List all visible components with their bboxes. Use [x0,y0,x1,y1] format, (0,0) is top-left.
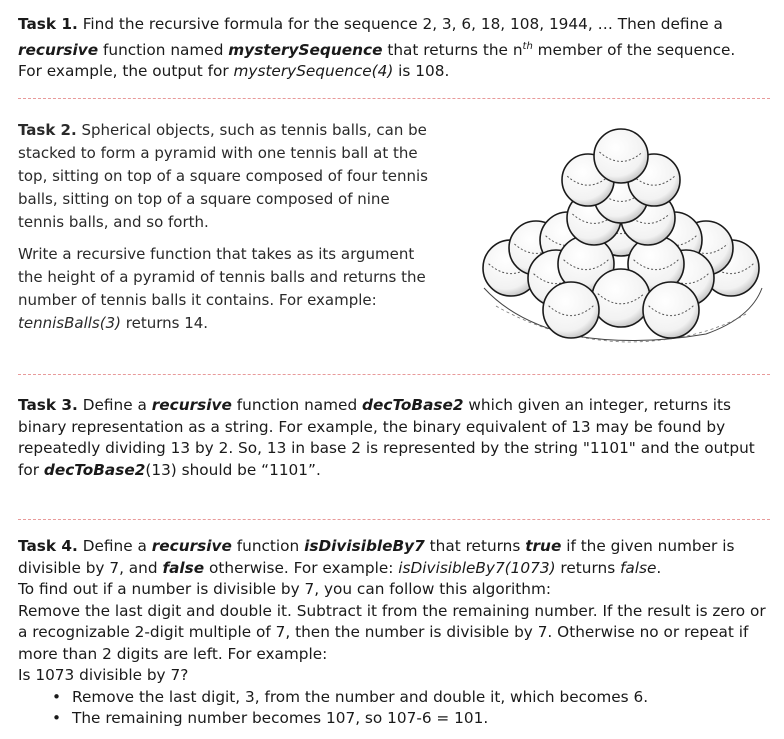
task-1-superscript: th [522,40,533,52]
task-3 [18,395,770,481]
task-1-part: member of the sequence. [532,40,736,59]
list-item: • The remaining number becomes 107, so 107-6 = 101. [18,708,770,730]
task-3-function-name: decToBase2 [43,460,146,479]
task-1-part: function named [98,40,229,59]
tennis-ball-pyramid-illustration [476,118,766,350]
task-4-intro [18,536,770,579]
task-3-text [18,395,770,481]
task-4-part: Define a [77,537,152,555]
task-3-function-name: decToBase2 [362,396,464,414]
task-3-part: (13) should be “1101”. [145,460,321,479]
task-1-part: that returns the n [382,40,523,59]
task-2-instruction: Write a recursive function that takes as its argument the height of a pyramid of tennis balls and returns the number of tennis balls it contains. For example: [18,245,426,309]
task-2-paragraph-2 [18,243,428,335]
task-4-line-2: To find out if a number is divisible by 7, you can follow this algorithm: [18,580,552,598]
task-2-example-result: returns 14. [121,314,209,332]
task-3-part: function named [231,396,363,414]
task-2-example-call: tennisBalls(3) [18,314,121,332]
task-4-true: true [525,537,562,555]
task-1-part: Find the recursive formula for the sequence 2, 3, 6, 18, 108, 1944, … Then define a [77,15,723,33]
task-1-recursive: recursive [18,40,99,59]
task-4-recursive: recursive [151,537,232,555]
task-4-example-result: false [620,558,657,577]
task-1-part: is 108. [393,62,450,81]
task-4-part: . [656,558,662,577]
task-1-example-call: mysterySequence(4) [233,62,394,81]
separator-1 [18,98,770,99]
task-4-part: function [231,537,305,555]
task-2-intro: Spherical objects, such as tennis balls, can be stacked to form a pyramid with one tennis ball at the top, sitting on top of a square composed of four tennis balls, sitting on top of a square composed of nine tennis balls, and so forth. [18,121,428,231]
task-4-part: otherwise. For example: [204,558,399,577]
task-1-label: Task 1. [18,15,78,33]
task-4-line-4: Is 1073 divisible by 7? [18,666,189,684]
task-4-function-name: isDivisibleBy7 [304,537,425,555]
task-4-label: Task 4. [18,537,78,555]
separator-3 [18,519,770,520]
task-1-function-name: mysterySequence [228,40,383,59]
task-4-line-3: Remove the last digit and double it. Subtract it from the remaining number. If the result is zero or a recognizable 2-digit multiple of 7, then the number is divisible by 7. Otherwise no or repeat if more than 2 digits are left. For example: [18,601,766,663]
task-1 [18,14,770,83]
task-4-part: that returns [424,537,526,555]
separator-2 [18,374,770,375]
task-4-bullet-list [18,687,770,730]
task-3-part: which given an integer, returns its binary representation as a string. For example, the binary equivalent of 13 may be found by repeatedly dividing 13 by 2. So, 13 in base 2 is represented by the string "1101" and the output for [18,396,755,479]
task-4-false: false [162,558,205,577]
task-2-paragraph-1 [18,119,428,234]
task-4-example-call: isDivisibleBy7(1073) [398,558,556,577]
task-4-part: returns [555,558,621,577]
tennis-ball [643,282,699,338]
task-3-part: Define a [77,396,152,414]
task-3-label: Task 3. [18,396,78,414]
list-item: • Remove the last digit, 3, from the number and double it, which becomes 6. [18,687,770,709]
tennis-ball [592,269,650,327]
tennis-ball [594,129,648,183]
task-2-label: Task 2. [18,121,77,139]
task-2 [18,119,428,335]
task-4-part: if the given number is divisible by 7, and [18,537,735,577]
task-3-recursive: recursive [151,396,232,414]
task-4 [18,536,770,730]
task-1-part: For example, the output for [18,62,234,81]
task-1-text [18,14,770,83]
tennis-ball [543,282,599,338]
